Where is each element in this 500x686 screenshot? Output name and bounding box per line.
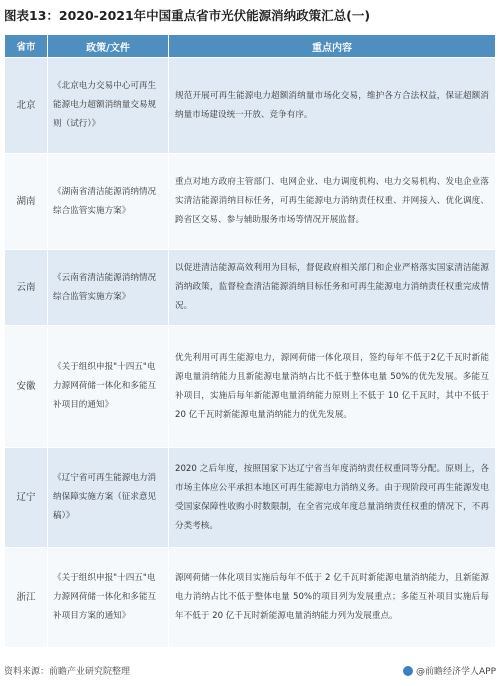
content-cell: 源网荷储一体化项目实施后每年不低于 2 亿千瓦时新能源电量消纳能力，且新能源电力消纳占比不低于整体电量 50%的项目列为发展重点；多能互补项目实施后每年不低于 20 亿千瓦时新能源电量消纳能力列为发展重点。 [169, 548, 496, 648]
brand-mark [403, 664, 496, 677]
policy-cell: 《关于组织申报"十四五"电力源网荷储一体化和多能互补项目的通知》 [48, 326, 169, 448]
chart-title: 图表13：2020-2021年中国重点省市光伏能源消纳政策汇总(一) [4, 8, 371, 23]
policy-cell: 《云南省清洁能源消纳情况综合监管实施方案》 [48, 250, 169, 326]
content-cell: 优先利用可再生能源电力，源网荷储一体化项目，签约每年不低于2亿千瓦时新能源电量消纳能力且新能源电量消纳占比不低于整体电量 50%的优先发展。多能互补项目，实施后每年新能源电量消纳能力原则上不低于 10 亿千瓦时，其中不低于 20 亿千瓦时新能源电量消纳能力的优先发展。 [169, 326, 496, 448]
table-row [5, 326, 496, 448]
province-cell: 浙江 [5, 548, 48, 648]
header-policy: 政策/文件 [48, 35, 169, 58]
policy-cell: 《北京电力交易中心可再生能源电力超额消纳量交易规则（试行）》 [48, 58, 169, 154]
header-province: 省市 [5, 35, 48, 58]
content-cell: 规范开展可再生能源电力超额消纳量市场化交易，维护各方合法权益，保证超额消纳量市场建设统一开放、竞争有序。 [169, 58, 496, 154]
table-row [5, 548, 496, 648]
footer [4, 664, 496, 677]
province-cell: 辽宁 [5, 448, 48, 548]
province-cell: 北京 [5, 58, 48, 154]
province-cell: 湖南 [5, 154, 48, 250]
brand-label: @前瞻经济学人APP [415, 667, 496, 677]
policy-cell: 《关于组织申报"十四五"电力源网荷储一体化和多能互补项目方案的通知》 [48, 548, 169, 648]
content-cell: 重点对地方政府主管部门、电网企业、电力调度机构、电力交易机构、发电企业落实清洁能源消纳目标任务，可再生能源电力消纳责任权重、并网接入、优化调度、跨省区交易、参与辅助服务市场等情况开展监督。 [169, 154, 496, 250]
content-cell: 以促进清洁能源高效利用为目标，督促政府相关部门和企业严格落实国家清洁能源消纳政策，监督检查清洁能源消纳目标任务和可再生能源电力消纳责任权重完成情况。 [169, 250, 496, 326]
content-cell: 2020 之后年度，按照国家下达辽宁省当年度消纳责任权重同等分配。原则上，各市场主体应公平承担本地区可再生能源电力消纳义务。由于现阶段可再生能源发电受国家保障性收购小时数限制，在全省完成年度总量消纳责任权重的情况下，不再分类考核。 [169, 448, 496, 548]
brand-logo-icon [403, 666, 413, 676]
table-row [5, 154, 496, 250]
source-note: 资料来源：前瞻产业研究院整理 [4, 667, 131, 677]
province-cell: 安徽 [5, 326, 48, 448]
policy-cell: 《辽宁省可再生能源电力消纳保障实施方案（征求意见稿）》 [48, 448, 169, 548]
table-row [5, 448, 496, 548]
policy-table [4, 34, 496, 648]
policy-cell: 《湖南省清洁能源消纳情况综合监管实施方案》 [48, 154, 169, 250]
province-cell: 云南 [5, 250, 48, 326]
table-row [5, 250, 496, 326]
header-content: 重点内容 [169, 35, 496, 58]
table-row [5, 58, 496, 154]
table-header-row [5, 35, 496, 58]
